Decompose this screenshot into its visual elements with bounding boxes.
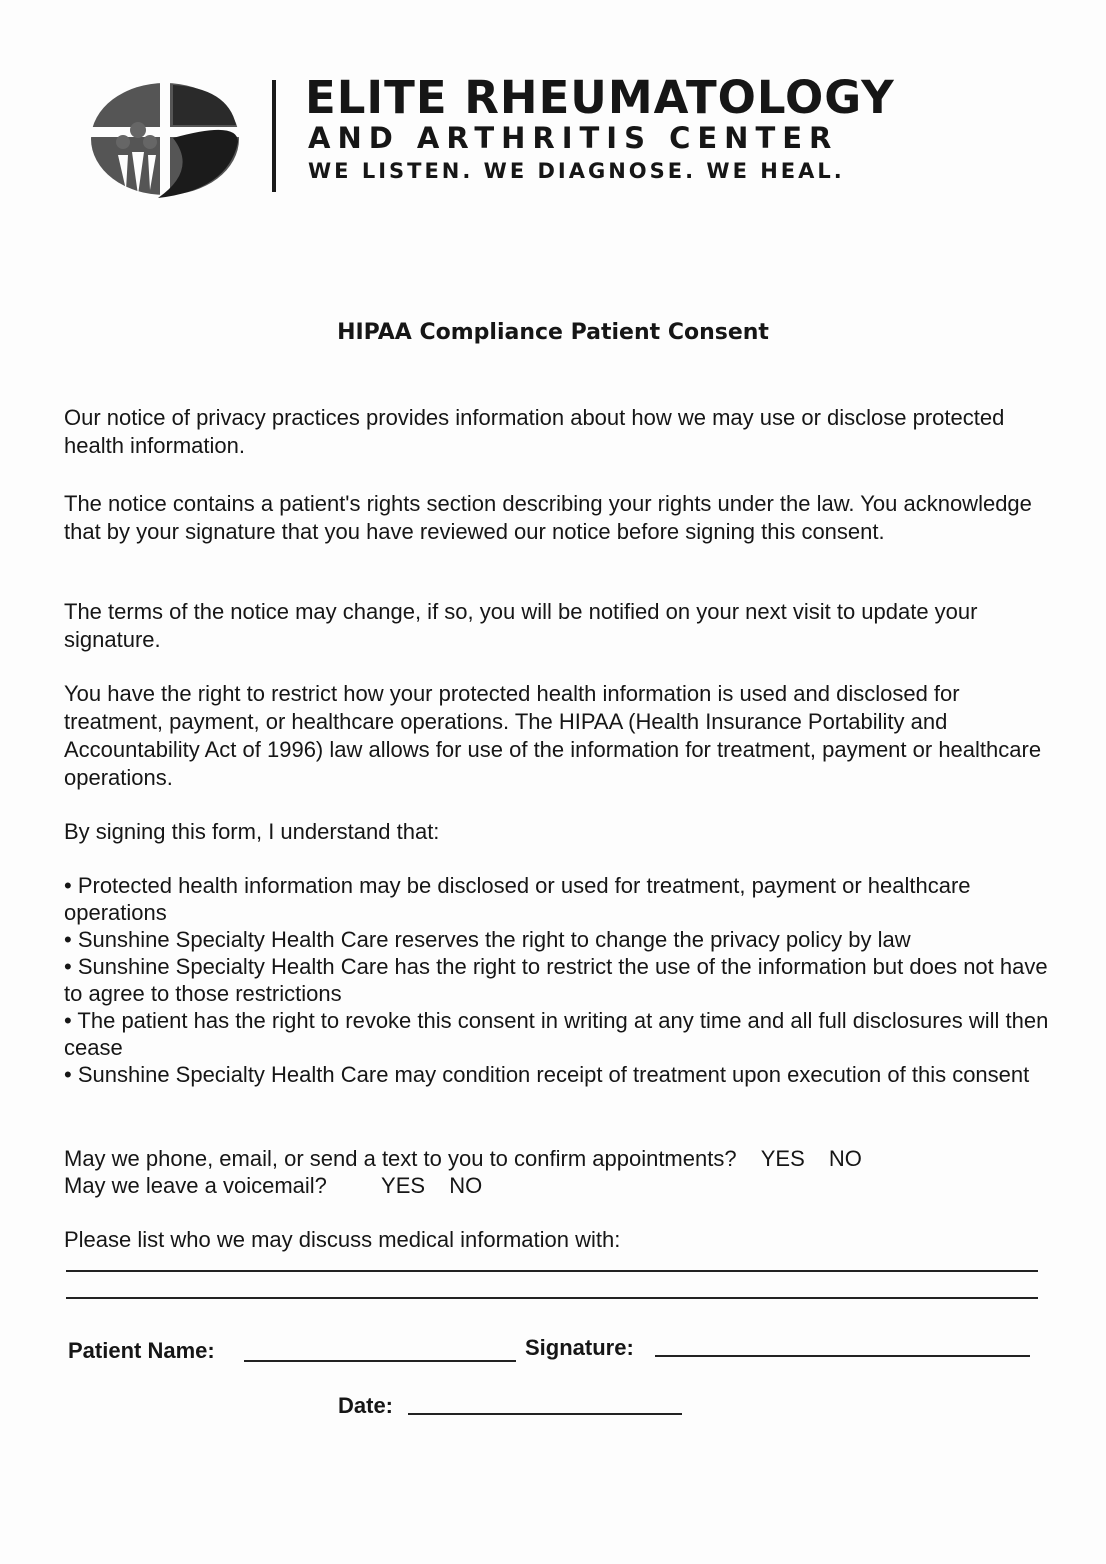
contact-yes-option[interactable]: YES — [760, 1146, 805, 1171]
signature-label: Signature: — [525, 1335, 634, 1360]
date-field[interactable] — [408, 1413, 682, 1415]
patient-name-label: Patient Name: — [68, 1338, 215, 1363]
contact-question: May we phone, email, or send a text to you to confirm appointments? — [64, 1146, 737, 1171]
discuss-line-1[interactable] — [66, 1270, 1038, 1272]
paragraph-terms: The terms of the notice may change, if so, you will be notified on your next visit to update your signature. — [64, 599, 978, 652]
header-divider — [272, 80, 276, 192]
patient-name-field[interactable] — [244, 1360, 516, 1362]
clinic-logo-icon — [88, 80, 243, 198]
contact-question-row — [64, 1145, 1049, 1173]
paragraph-restrict: You have the right to restrict how your protected health information is used and disclosed for treatment, payment, or healthcare operations. The HIPAA (Health Insurance Portability and Accountability Act of 1996) law allows for use of the information for treatment, payment or healthcare operations. — [64, 681, 1042, 790]
signature-field[interactable] — [655, 1355, 1030, 1357]
paragraph-understand: By signing this form, I understand that: — [64, 819, 440, 844]
org-tagline: WE LISTEN. WE DIAGNOSE. WE HEAL. — [308, 159, 845, 183]
form-title: HIPAA Compliance Patient Consent — [337, 320, 769, 345]
date-label: Date: — [338, 1393, 394, 1418]
org-subtitle: AND ARTHRITIS CENTER — [308, 121, 839, 155]
bullet-item: • Protected health information may be disclosed or used for treatment, payment or healthcare operations — [64, 873, 971, 925]
paragraph-privacy: Our notice of privacy practices provides information about how we may use or disclose protected health information. — [64, 405, 1005, 458]
discuss-prompt: Please list who we may discuss medical information with: — [64, 1227, 621, 1252]
voicemail-question: May we leave a voicemail? — [64, 1173, 327, 1198]
bullet-list — [64, 872, 1049, 1088]
bullet-item: • Sunshine Specialty Health Care reserves the right to change the privacy policy by law — [64, 927, 911, 952]
discuss-line-2[interactable] — [66, 1297, 1038, 1299]
paragraph-rights: The notice contains a patient's rights section describing your rights under the law. You acknowledge that by your signature that you have reviewed our notice before signing this consent. — [64, 491, 1032, 544]
voicemail-question-row — [64, 1172, 1049, 1200]
bullet-item: • Sunshine Specialty Health Care has the right to restrict the use of the information but does not have to agree to those restrictions — [64, 954, 1048, 1006]
org-name: ELITE RHEUMATOLOGY — [305, 71, 895, 124]
voicemail-no-option[interactable]: NO — [449, 1173, 483, 1198]
bullet-item: • Sunshine Specialty Health Care may condition receipt of treatment upon execution of this consent — [64, 1062, 1030, 1087]
bullet-item: • The patient has the right to revoke this consent in writing at any time and all full disclosures will then cease — [64, 1008, 1049, 1060]
contact-no-option[interactable]: NO — [828, 1146, 862, 1171]
voicemail-yes-option[interactable]: YES — [381, 1173, 426, 1198]
